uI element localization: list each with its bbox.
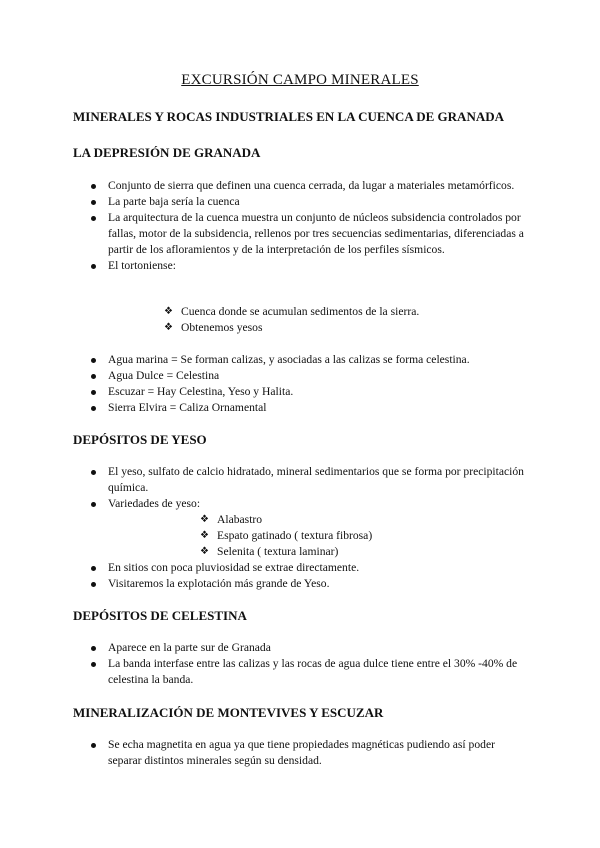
montevives-list	[91, 737, 531, 769]
depresion-sublist	[164, 304, 419, 336]
section-heading-depresion: LA DEPRESIÓN DE GRANADA	[73, 145, 261, 160]
celestina-list	[91, 640, 531, 688]
list-item: La parte baja sería la cuenca	[91, 194, 531, 210]
list-item: El tortoniense:	[91, 258, 531, 274]
list-item: Agua Dulce = Celestina	[91, 368, 531, 384]
list-item: Visitaremos la explotación más grande de Yeso.	[91, 576, 531, 592]
yeso-sublist	[200, 512, 372, 560]
yeso-list	[91, 464, 531, 512]
diamond-bullet-icon: ❖	[200, 546, 209, 557]
sub-list-item: ❖ Espato gatinado ( textura fibrosa)	[200, 529, 373, 542]
yeso-list-2	[91, 560, 531, 592]
diamond-bullet-icon: ❖	[200, 514, 209, 525]
list-item: Aparece en la parte sur de Granada	[91, 640, 531, 656]
list-item: En sitios con poca pluviosidad se extrae directamente.	[91, 560, 531, 576]
diamond-bullet-icon: ❖	[164, 322, 173, 333]
list-item: La arquitectura de la cuenca muestra un conjunto de núcleos subsidencia controlados por fallas, motor de la subsidencia, rellenos por tres secuencias sedimentarias, diferenciadas a partir de los afloramientos y de la interpretación de los perfiles sísmicos.	[91, 210, 531, 258]
depresion-list	[91, 178, 531, 274]
document-title: EXCURSIÓN CAMPO MINERALES	[181, 72, 419, 88]
section-heading-celestina: DEPÓSITOS DE CELESTINA	[73, 608, 247, 623]
section-heading-montevives: MINERALIZACIÓN DE MONTEVIVES Y ESCUZAR	[73, 705, 384, 720]
list-item: El yeso, sulfato de calcio hidratado, mineral sedimentarios que se forma por precipitación química.	[91, 464, 531, 496]
sub-list-item: ❖ Cuenca donde se acumulan sedimentos de la sierra.	[164, 305, 420, 318]
list-item: La banda interfase entre las calizas y las rocas de agua dulce tiene entre el 30% -40% de celestina la banda.	[91, 656, 531, 688]
list-item: Sierra Elvira = Caliza Ornamental	[91, 400, 531, 416]
depresion-list-2	[91, 352, 531, 416]
diamond-bullet-icon: ❖	[200, 530, 209, 541]
section-heading-yeso: DEPÓSITOS DE YESO	[73, 432, 207, 447]
diamond-bullet-icon: ❖	[164, 306, 173, 317]
list-item: Conjunto de sierra que definen una cuenca cerrada, da lugar a materiales metamórficos.	[91, 178, 531, 194]
list-item: Agua marina = Se forman calizas, y asociadas a las calizas se forma celestina.	[91, 352, 531, 368]
sub-list-item: ❖ Obtenemos yesos	[164, 321, 263, 334]
list-item: Escuzar = Hay Celestina, Yeso y Halita.	[91, 384, 531, 400]
list-item: Se echa magnetita en agua ya que tiene propiedades magnéticas pudiendo así poder separar distintos minerales según su densidad.	[91, 737, 531, 769]
main-heading: MINERALES Y ROCAS INDUSTRIALES EN LA CUENCA DE GRANADA	[73, 109, 504, 124]
sub-list-item: ❖ Selenita ( textura laminar)	[200, 545, 339, 558]
list-item: Variedades de yeso:	[91, 496, 531, 512]
sub-list-item: ❖ Alabastro	[200, 513, 263, 526]
